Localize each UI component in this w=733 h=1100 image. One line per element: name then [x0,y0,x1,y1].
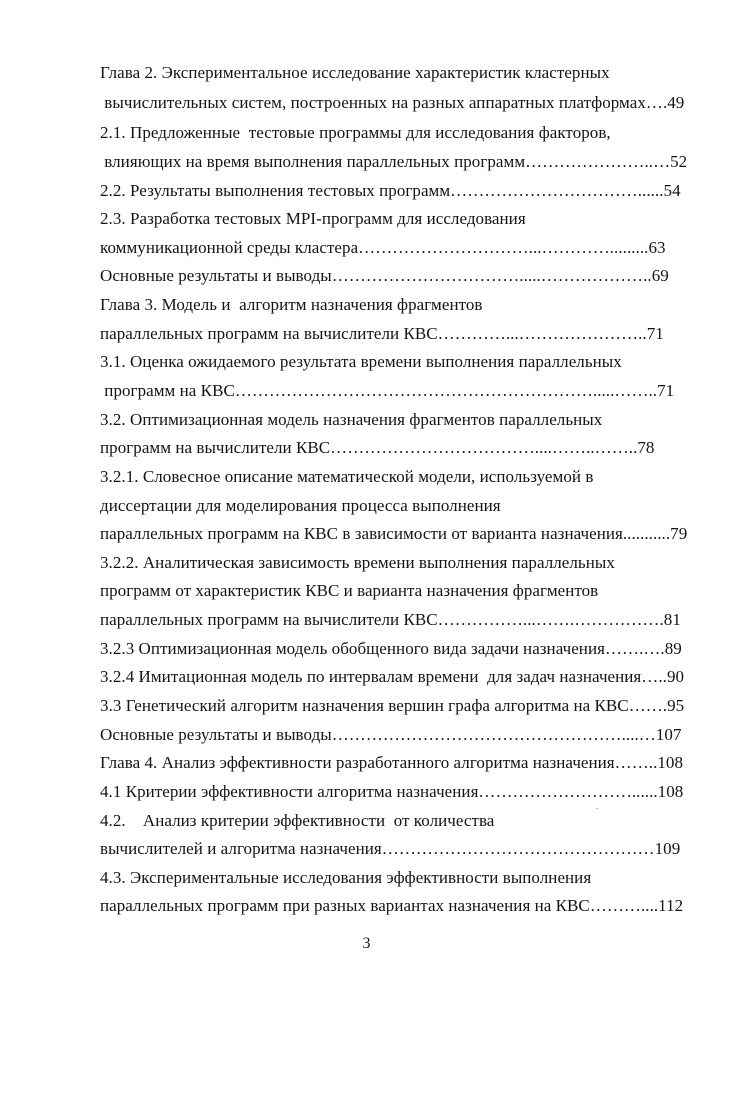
toc-line-4-2: 4.2. Анализ критерии эффективности от количества [100,811,495,830]
toc-line-3-2-cont: программ на вычислители КВС………………………………....……..……..78 [100,438,655,457]
toc-line-3-1: 3.1. Оценка ожидаемого результата времени выполнения параллельных [100,352,622,371]
toc-line-chapter-3-results: Основные результаты и выводы……………………………………………....…107 [100,725,682,744]
toc-line-3-2-4: 3.2.4 Имитационная модель по интервалам времени для задач назначения…..90 [100,667,685,686]
toc-line-chapter-3-title: Глава 3. Модель и алгоритм назначения фрагментов [100,295,483,314]
toc-line-2-3: 2.3. Разработка тестовых MPI-программ для исследования [100,209,526,228]
toc-line-3-2-1: 3.2.1. Словесное описание математической модели, используемой в [100,467,594,486]
scan-speck [596,808,598,809]
toc-line-3-2-2-cont-a: программ от характеристик КВС и варианта назначения фрагментов [100,581,599,600]
toc-line-2-1-cont: влияющих на время выполнения параллельных программ…………………..…52 [100,152,688,171]
toc-line-2-1: 2.1. Предложенные тестовые программы для исследования факторов, [100,123,611,142]
toc-line-3-2-1-cont-a: диссертации для моделирования процесса выполнения [100,496,501,515]
toc-line-3-2-3: 3.2.3 Оптимизационная модель обобщенного вида задачи назначения…….….89 [100,639,682,658]
toc-line-chapter-2-title-cont: вычислительных систем, построенных на разных аппаратных платформах….49 [100,93,685,112]
toc-line-3-2-1-cont-b: параллельных программ на КВС в зависимости от варианта назначения...........79 [100,524,688,543]
toc-line-chapter-2-title: Глава 2. Экспериментальное исследование характеристик кластерных [100,63,610,82]
toc-line-3-2: 3.2. Оптимизационная модель назначения фрагментов параллельных [100,410,603,429]
toc-line-4-3: 4.3. Экспериментальные исследования эффективности выполнения [100,868,592,887]
toc-line-3-1-cont: программ на КВС……………………………………………………….....……..71 [100,381,675,400]
page-number: 3 [362,935,371,952]
toc-line-4-2-cont: вычислителей и алгоритма назначения…………………………………………109 [100,839,681,858]
toc-line-3-2-2: 3.2.2. Аналитическая зависимость времени выполнения параллельных [100,553,615,572]
toc-line-4-3-cont: параллельных программ при разных вариантах назначения на КВС………....112 [100,896,684,915]
toc-line-3-2-2-cont-b: параллельных программ на вычислители КВС……………...…….…………….81 [100,610,681,629]
toc-line-chapter-3-title-cont: параллельных программ на вычислители КВС…………...…………………..71 [100,324,664,343]
toc-line-3-3: 3.3 Генетический алгоритм назначения вершин графа алгоритма на КВС…….95 [100,696,685,715]
toc-line-2-3-cont: коммуникационной среды кластера…………………………...………….........63 [100,238,666,257]
toc-line-2-2: 2.2. Результаты выполнения тестовых программ……………………………......54 [100,181,681,200]
toc-line-chapter-2-results: Основные результаты и выводы…………………………….....………………..69 [100,266,669,285]
toc-line-chapter-4-title: Глава 4. Анализ эффективности разработанного алгоритма назначения……..108 [100,753,684,772]
toc-line-4-1: 4.1 Критерии эффективности алгоритма назначения………………………......108 [100,782,684,801]
